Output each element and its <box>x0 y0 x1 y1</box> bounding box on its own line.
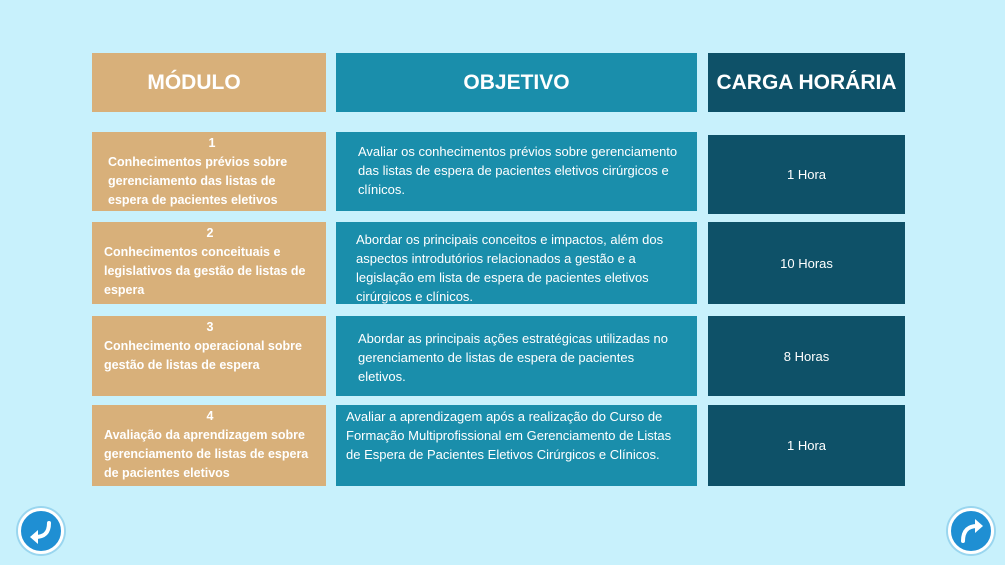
carga-horaria-value: 1 Hora <box>786 438 827 453</box>
table-row-4-modulo <box>92 405 326 486</box>
table-row-2-carga <box>708 222 905 304</box>
module-number: 1 <box>208 136 216 150</box>
table-row-3-modulo <box>92 316 326 396</box>
module-number: 2 <box>206 226 214 240</box>
table-row-4-carga <box>708 405 905 486</box>
objective-text: Abordar as principais ações estratégicas utilizadas no gerenciamento de listas de espera de pacientes eletivos. <box>358 331 669 384</box>
table-row-2-modulo <box>92 222 326 304</box>
module-title: Avaliação da aprendizagem sobre gerenciamento de listas de espera de pacientes eletivos <box>104 428 309 480</box>
table-row-3-objetivo <box>336 316 697 396</box>
carga-horaria-value: 10 Horas <box>780 255 833 271</box>
header-objetivo-label: OBJETIVO <box>463 70 570 94</box>
module-number: 3 <box>206 320 214 334</box>
forward-button[interactable] <box>948 508 994 554</box>
module-title: Conhecimento operacional sobre gestão de listas de espera <box>104 339 302 372</box>
table-row-3-carga <box>708 316 905 396</box>
carga-horaria-value: 1 Hora <box>786 167 827 182</box>
objective-text: Avaliar a aprendizagem após a realização do Curso de Formação Multiprofissional em Gerenciamento de Listas de Espera de Pacientes Eletivos Cirúrgicos e Clínicos. <box>346 409 672 462</box>
back-button[interactable] <box>18 508 64 554</box>
module-title: Conhecimentos prévios sobre gerenciamento das listas de espera de pacientes eletivos <box>108 155 288 207</box>
module-title: Conhecimentos conceituais e legislativos da gestão de listas de espera <box>104 245 306 297</box>
back-arrow-icon <box>27 517 55 545</box>
header-carga-horaria <box>708 53 905 112</box>
header-carga-horaria-label: CARGA HORÁRIA <box>716 70 897 94</box>
table-row-1-carga <box>708 135 905 214</box>
table-row-4-objetivo <box>336 405 697 486</box>
carga-horaria-value: 8 Horas <box>783 348 830 364</box>
header-modulo <box>92 53 326 112</box>
table-row-1-objetivo <box>336 132 697 211</box>
objective-text: Abordar os principais conceitos e impactos, além dos aspectos introdutórios relacionados a gestão e a legislação em lista de espera de pacientes eletivos cirúrgicos e clínicos. <box>356 232 664 304</box>
module-number: 4 <box>206 409 214 423</box>
header-modulo-label: MÓDULO <box>147 70 241 94</box>
table-row-2-objetivo <box>336 222 697 304</box>
table-row-1-modulo <box>92 132 326 211</box>
forward-arrow-icon <box>957 517 985 545</box>
objective-text: Avaliar os conhecimentos prévios sobre gerenciamento das listas de espera de pacientes eletivos cirúrgicos e clínicos. <box>358 144 678 197</box>
header-objetivo <box>336 53 697 112</box>
